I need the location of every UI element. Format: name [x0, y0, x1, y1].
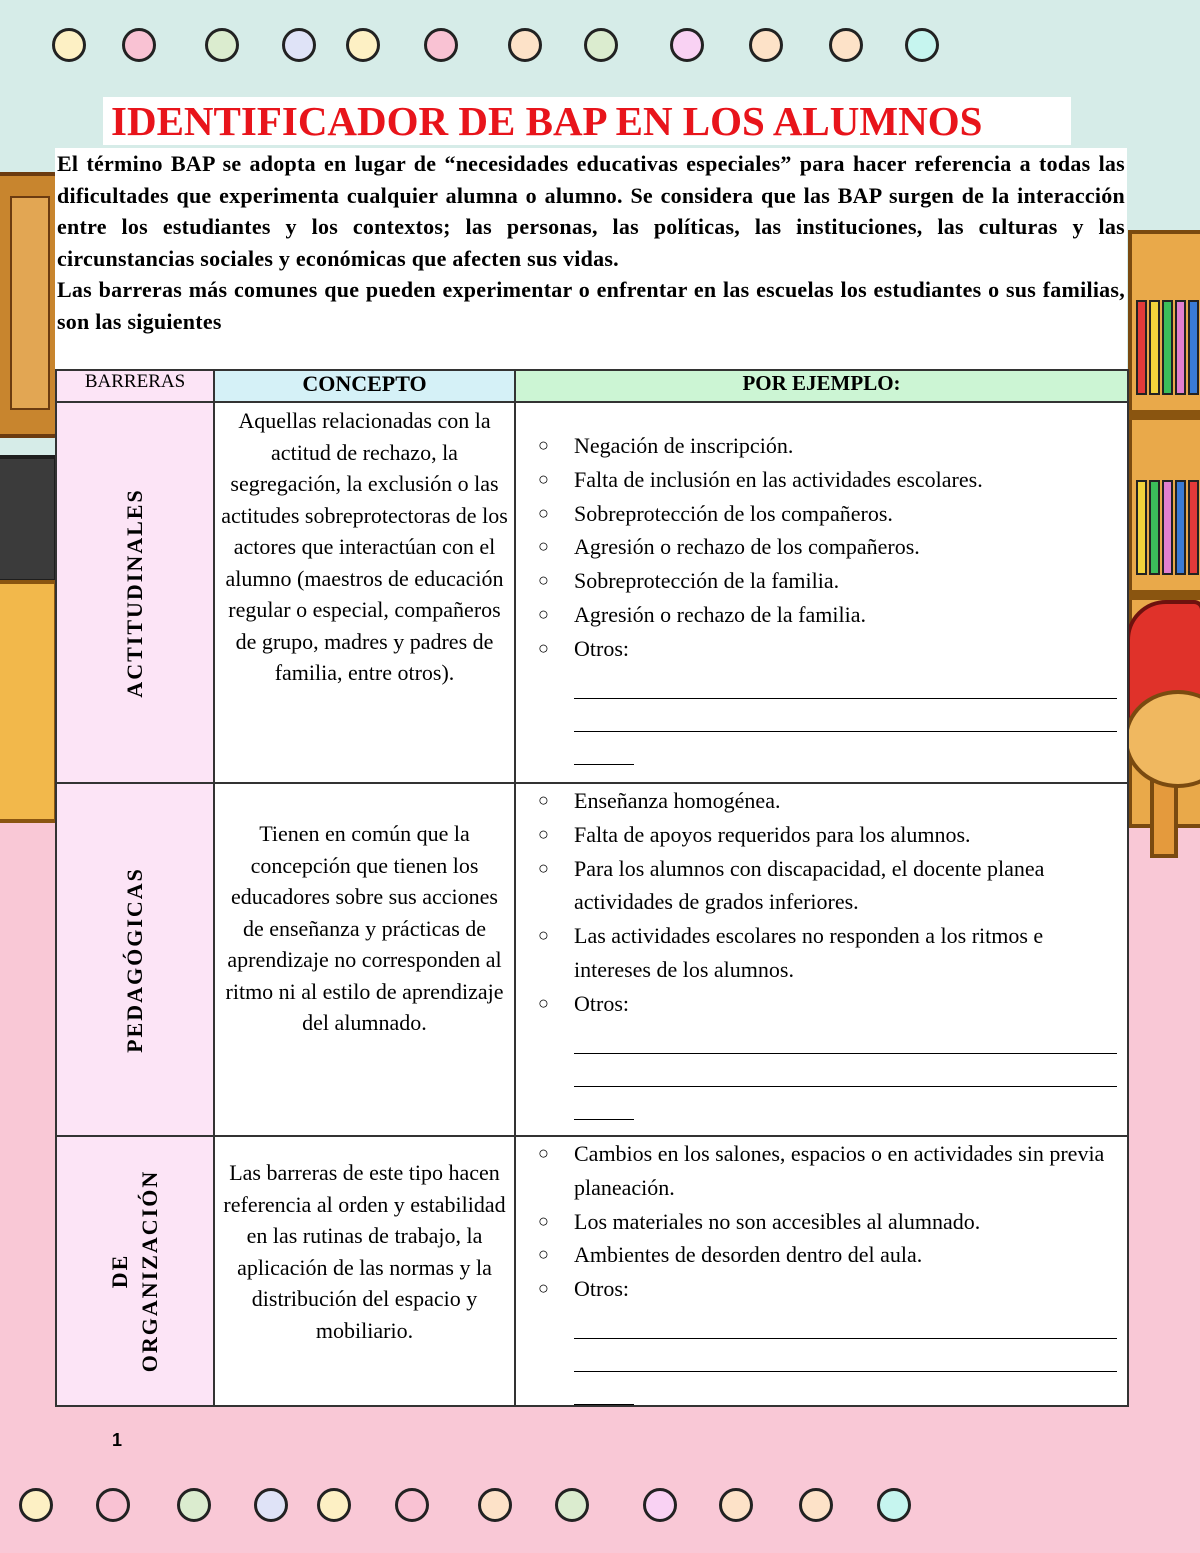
- book-decoration: [1162, 480, 1173, 575]
- circle-dot-icon: [317, 1488, 351, 1522]
- example-item: [538, 564, 1117, 598]
- category-label: ACTITUDINALES: [122, 487, 147, 698]
- header-ejemplo: POR EJEMPLO:: [515, 370, 1128, 402]
- example-text: Negación de inscripción.: [574, 433, 794, 458]
- book-decoration: [1149, 480, 1160, 575]
- picture-frame-inner-decoration: [10, 196, 50, 410]
- circle-bullet-icon: ○: [538, 637, 549, 658]
- category-cell: [56, 402, 214, 783]
- example-item: [538, 632, 1117, 666]
- book-decoration: [1175, 300, 1186, 395]
- page-title: IDENTIFICADOR DE BAP EN LOS ALUMNOS: [103, 97, 1071, 145]
- example-text: Agresión o rechazo de la familia.: [574, 601, 866, 627]
- blank-answer-line[interactable]: [574, 732, 634, 765]
- example-item: [538, 987, 1117, 1021]
- header-barreras: BARRERAS: [56, 370, 214, 402]
- example-text: Otros:: [574, 635, 629, 661]
- example-item: [538, 429, 1117, 463]
- blank-answer-line[interactable]: [574, 1306, 1117, 1339]
- examples-cell: [515, 783, 1128, 1136]
- circle-bullet-icon: ○: [538, 570, 549, 591]
- circle-dot-icon: [478, 1488, 512, 1522]
- circle-dot-icon: [749, 28, 783, 62]
- example-item: [538, 919, 1117, 987]
- header-concepto: CONCEPTO: [214, 370, 515, 402]
- circle-bullet-icon: ○: [538, 992, 549, 1013]
- example-item: [538, 1205, 1117, 1239]
- dot-border-top: [0, 24, 1200, 74]
- book-decoration: [1136, 300, 1147, 395]
- shelf-board: [1128, 590, 1200, 600]
- blank-answer-line[interactable]: [574, 666, 1117, 699]
- example-item: [538, 852, 1117, 920]
- example-text: Ambientes de desorden dentro del aula.: [574, 1242, 923, 1268]
- circle-dot-icon: [177, 1488, 211, 1522]
- blank-answer-line[interactable]: [574, 1054, 1117, 1087]
- blank-answer-line[interactable]: [574, 1087, 634, 1120]
- circle-dot-icon: [282, 28, 316, 62]
- example-item: [538, 1272, 1117, 1306]
- circle-bullet-icon: ○: [538, 857, 549, 878]
- book-decoration: [1136, 480, 1147, 575]
- blank-answer-line[interactable]: [574, 699, 1117, 732]
- table-row: [56, 783, 1128, 1136]
- circle-bullet-icon: ○: [538, 1244, 549, 1265]
- intro-paragraph: El término BAP se adopta en lugar de “necesidades educativas especiales” para hacer referencia a todas las dificultades que experimenta cualquier alumna o alumno. Se considera que las BAP surgen de la interacción entre los estudiantes y los contextos; las personas, las políticas, las instituciones, las culturas y las circunstancias sociales y económicas que afecten sus vidas.: [57, 151, 1125, 271]
- example-item: [538, 1137, 1117, 1205]
- concept-cell: Las barreras de este tipo hacen referencia al orden y estabilidad en las rutinas de trabajo, la aplicación de las normas y la distribución del espacio y mobiliario.: [214, 1136, 515, 1406]
- circle-dot-icon: [584, 28, 618, 62]
- circle-bullet-icon: ○: [538, 435, 549, 455]
- table-header-row: [56, 370, 1128, 402]
- circle-bullet-icon: ○: [538, 925, 549, 946]
- example-item: [538, 530, 1117, 564]
- example-item: [538, 463, 1117, 497]
- book-decoration: [1162, 300, 1173, 395]
- example-text: Agresión o rechazo de los compañeros.: [574, 534, 920, 560]
- book-decoration: [1188, 480, 1199, 575]
- circle-bullet-icon: ○: [538, 1143, 549, 1163]
- example-text: Para los alumnos con discapacidad, el docente planea actividades de grados inferiores.: [574, 855, 1045, 915]
- circle-dot-icon: [52, 28, 86, 62]
- circle-dot-icon: [508, 28, 542, 62]
- concept-cell: Tienen en común que la concepción que tienen los educadores sobre sus acciones de enseñanza y prácticas de aprendizaje no corresponden al ritmo ni al estilo de aprendizaje del alumnado.: [214, 783, 515, 1136]
- example-text: Las actividades escolares no responden a los ritmos e intereses de los alumnos.: [574, 923, 1044, 982]
- example-text: Falta de inclusión en las actividades escolares.: [574, 466, 983, 492]
- circle-dot-icon: [122, 28, 156, 62]
- circle-bullet-icon: ○: [538, 1278, 549, 1299]
- blank-answer-line[interactable]: [574, 1021, 1117, 1054]
- circle-dot-icon: [877, 1488, 911, 1522]
- book-decoration: [1149, 300, 1160, 395]
- example-text: Sobreprotección de la familia.: [574, 568, 840, 594]
- category-cell: [56, 783, 214, 1136]
- examples-cell: [515, 1136, 1128, 1406]
- blackboard-decoration: [0, 455, 58, 583]
- example-item: [538, 598, 1117, 632]
- example-text: Enseñanza homogénea.: [574, 788, 781, 813]
- example-item: [538, 497, 1117, 531]
- circle-dot-icon: [643, 1488, 677, 1522]
- circle-dot-icon: [346, 28, 380, 62]
- circle-dot-icon: [719, 1488, 753, 1522]
- page-number: 1: [112, 1430, 123, 1450]
- circle-bullet-icon: ○: [538, 536, 549, 557]
- circle-dot-icon: [424, 28, 458, 62]
- intro-text: [55, 148, 1127, 370]
- circle-dot-icon: [205, 28, 239, 62]
- example-text: Cambios en los salones, espacios o en actividades sin previa planeación.: [574, 1141, 1105, 1200]
- table-row: [56, 1136, 1128, 1406]
- example-text: Otros:: [574, 990, 629, 1016]
- table-row: [56, 402, 1128, 783]
- example-text: Sobreprotección de los compañeros.: [574, 500, 893, 526]
- barriers-table: [55, 369, 1129, 1407]
- circle-dot-icon: [670, 28, 704, 62]
- category-label: DE ORGANIZACIÓN: [107, 1169, 162, 1373]
- example-item: [538, 818, 1117, 852]
- circle-bullet-icon: ○: [538, 468, 549, 489]
- circle-bullet-icon: ○: [538, 1210, 549, 1231]
- example-item: [538, 784, 1117, 818]
- example-text: Falta de apoyos requeridos para los alumnos.: [574, 821, 971, 847]
- concept-cell: Aquellas relacionadas con la actitud de rechazo, la segregación, la exclusión o las actitudes sobreprotectoras de los actores que interactúan con el alumno (maestros de educación regular o especial, compañeros de grupo, madres y padres de familia, entre otros).: [214, 402, 515, 783]
- circle-dot-icon: [96, 1488, 130, 1522]
- circle-bullet-icon: ○: [538, 502, 549, 523]
- examples-cell: [515, 402, 1128, 783]
- cabinet-decoration: [0, 580, 58, 823]
- book-decoration: [1175, 480, 1186, 575]
- blank-answer-line[interactable]: [574, 1339, 1117, 1372]
- circle-bullet-icon: ○: [538, 603, 549, 624]
- circle-dot-icon: [254, 1488, 288, 1522]
- circle-dot-icon: [555, 1488, 589, 1522]
- dot-border-bottom: [0, 1484, 1200, 1534]
- example-text: Otros:: [574, 1276, 629, 1302]
- circle-dot-icon: [799, 1488, 833, 1522]
- blank-answer-line[interactable]: [574, 1372, 634, 1405]
- circle-dot-icon: [19, 1488, 53, 1522]
- category-label: PEDAGÓGICAS: [122, 866, 147, 1053]
- circle-dot-icon: [395, 1488, 429, 1522]
- circle-dot-icon: [905, 28, 939, 62]
- circle-dot-icon: [829, 28, 863, 62]
- example-item: [538, 1238, 1117, 1272]
- book-decoration: [1188, 300, 1199, 395]
- intro-paragraph: Las barreras más comunes que pueden experimentar o enfrentar en las escuelas los estudiantes o sus familias, son las siguientes: [57, 277, 1125, 334]
- example-text: Los materiales no son accesibles al alumnado.: [574, 1208, 981, 1234]
- shelf-board: [1128, 410, 1200, 420]
- circle-bullet-icon: ○: [538, 823, 549, 844]
- category-cell: [56, 1136, 214, 1406]
- circle-bullet-icon: ○: [538, 790, 549, 810]
